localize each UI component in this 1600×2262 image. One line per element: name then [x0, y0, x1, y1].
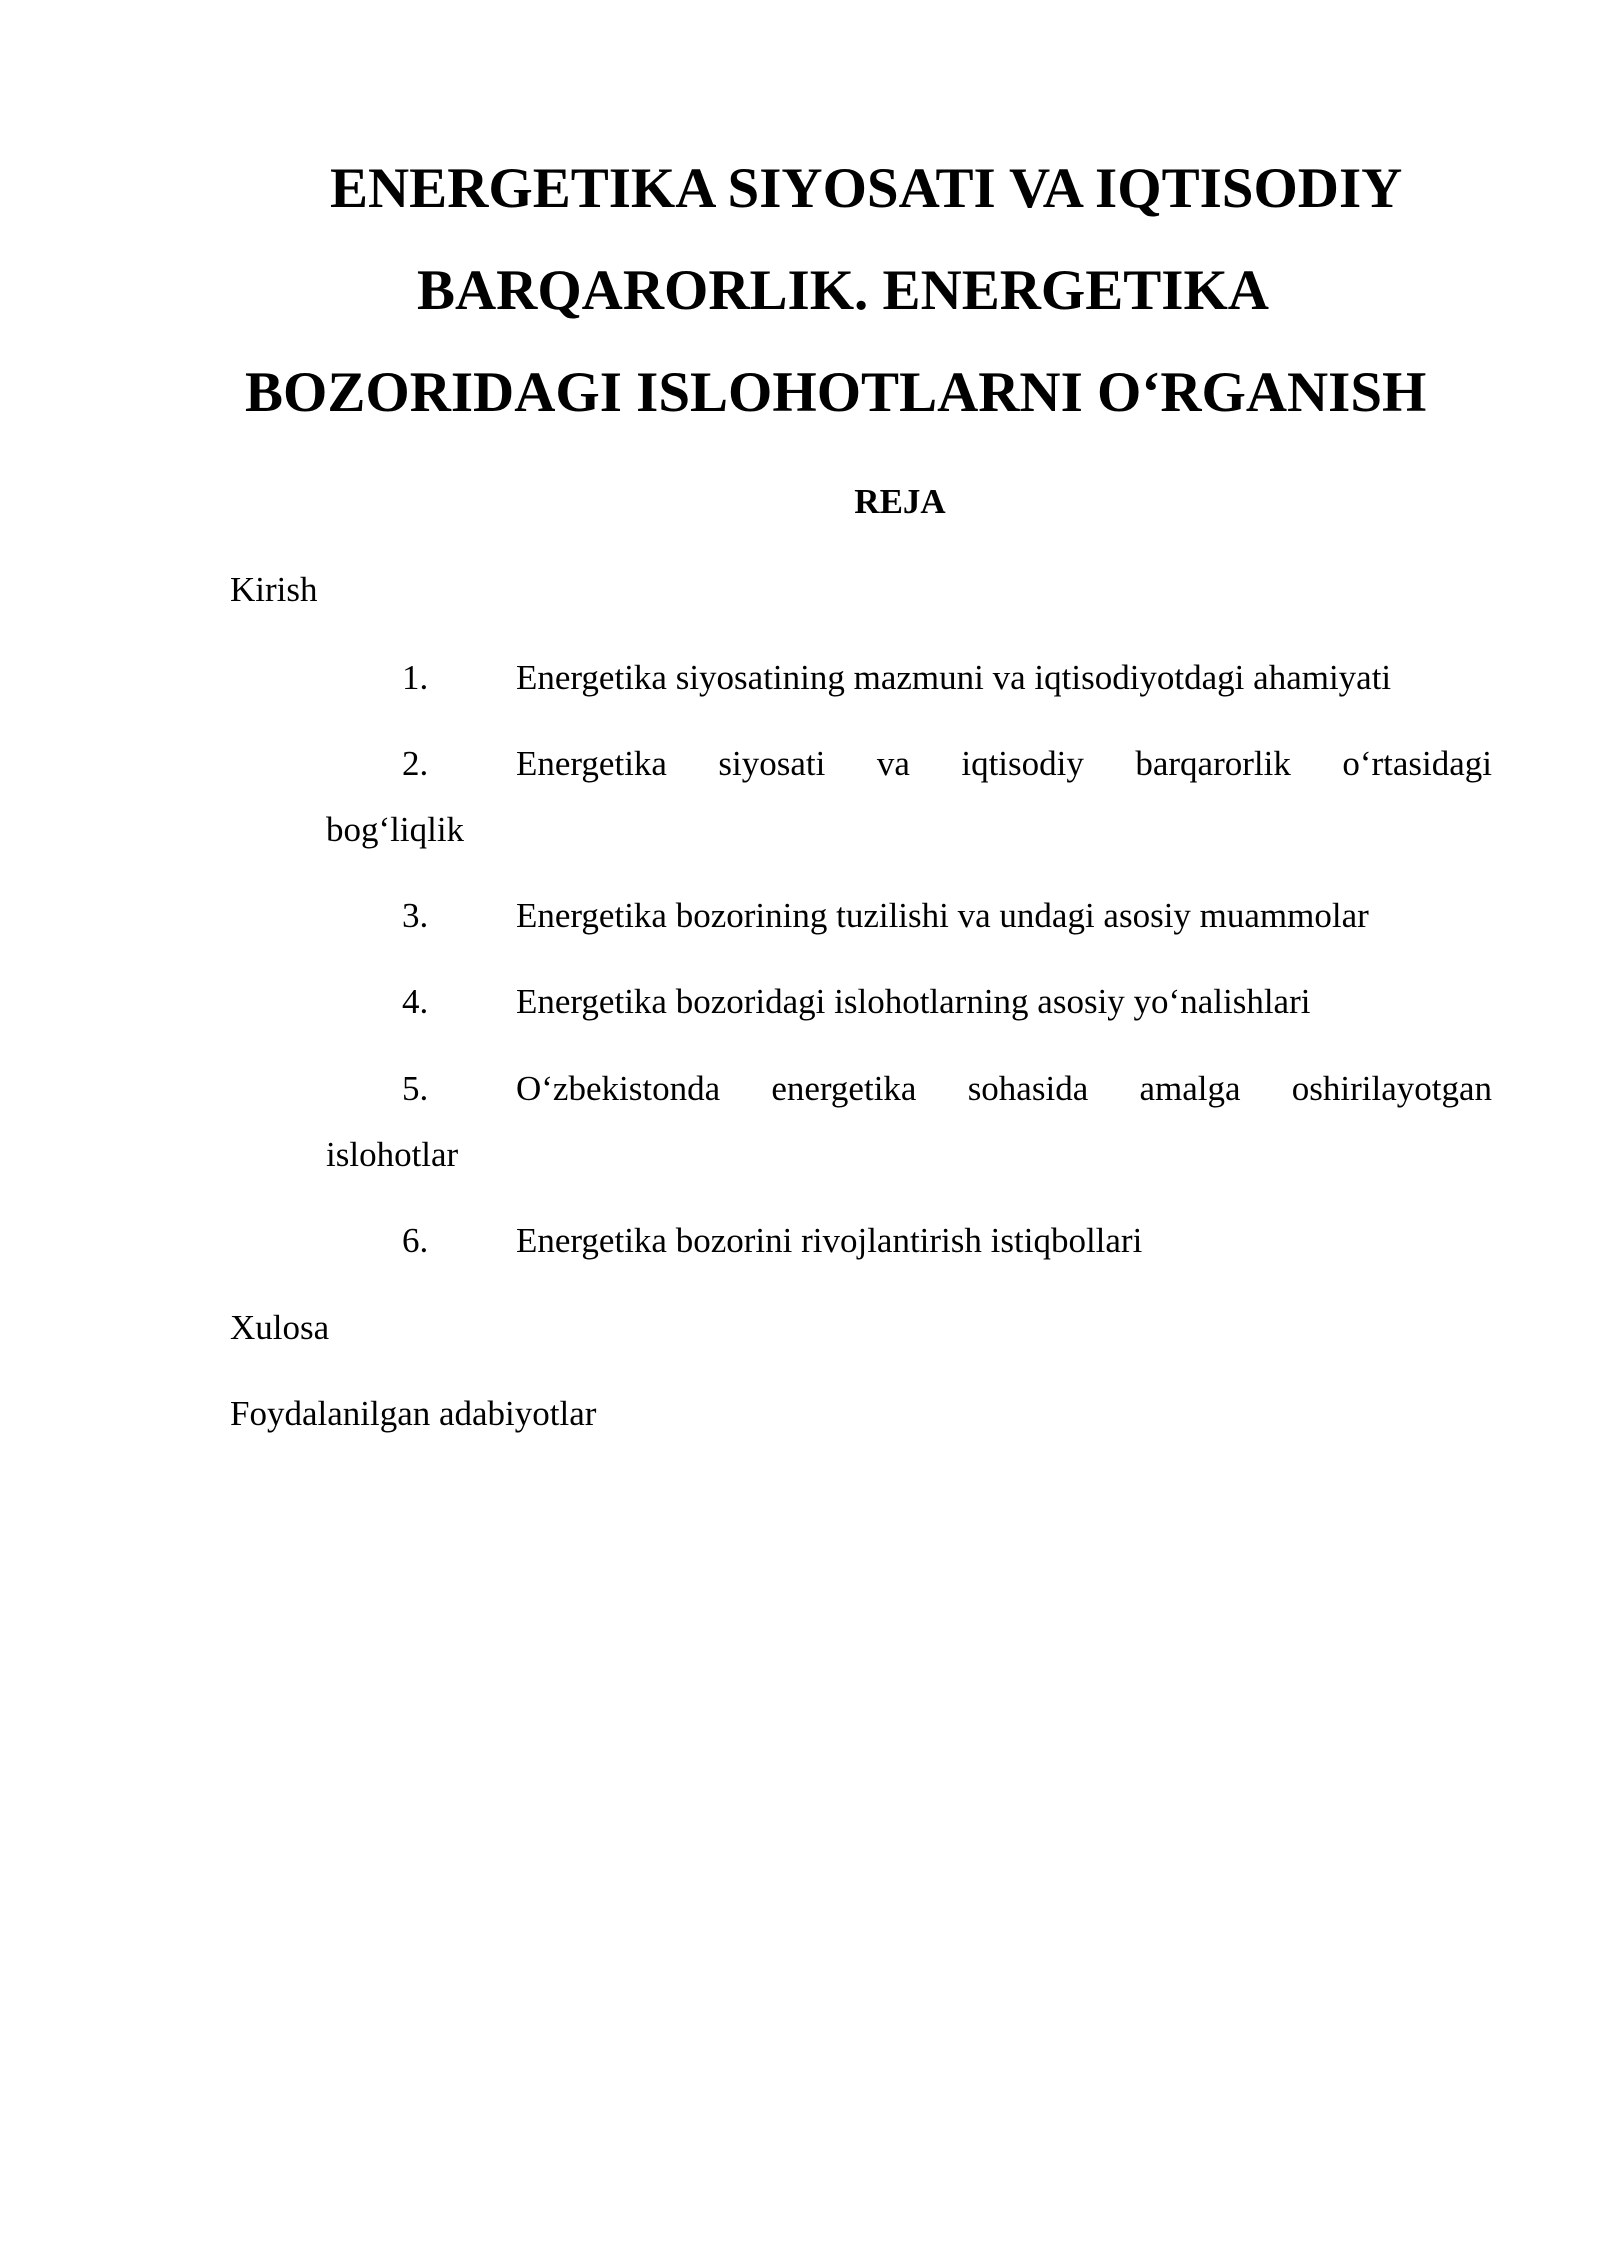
title-line-2: BARQARORLIK. ENERGETIKA: [417, 259, 1269, 322]
item-text: Energetika bozorini rivojlantirish istiqbollari: [516, 1221, 1143, 1260]
item-continuation: bog‘liqlik: [326, 810, 465, 849]
item-text: Energetika bozoridagi islohotlarning asosiy yo‘nalishlari: [516, 982, 1311, 1021]
plan-heading: REJA: [854, 482, 946, 521]
item-number: 5.: [402, 1069, 429, 1108]
item-number: 2.: [402, 744, 429, 783]
intro-entry: Kirish: [230, 570, 318, 609]
item-continuation: islohotlar: [326, 1135, 459, 1174]
item-text: Energetika siyosati va iqtisodiy barqarorlik o‘rtasidagi: [516, 744, 1492, 783]
item-number: 6.: [402, 1221, 429, 1260]
title-line-1: ENERGETIKA SIYOSATI VA IQTISODIY: [330, 157, 1403, 220]
item-number: 3.: [402, 896, 429, 935]
item-number: 1.: [402, 658, 429, 697]
conclusion-entry: Xulosa: [230, 1308, 330, 1347]
title-line-3: BOZORIDAGI ISLOHOTLARNI O‘RGANISH: [245, 361, 1427, 424]
references-entry: Foydalanilgan adabiyotlar: [230, 1394, 597, 1433]
item-text: Energetika bozorining tuzilishi va undagi asosiy muammolar: [516, 896, 1369, 935]
item-number: 4.: [402, 982, 429, 1021]
item-text: O‘zbekistonda energetika sohasida amalga oshirilayotgan: [516, 1069, 1492, 1108]
item-text: Energetika siyosatining mazmuni va iqtisodiyotdagi ahamiyati: [516, 658, 1392, 697]
